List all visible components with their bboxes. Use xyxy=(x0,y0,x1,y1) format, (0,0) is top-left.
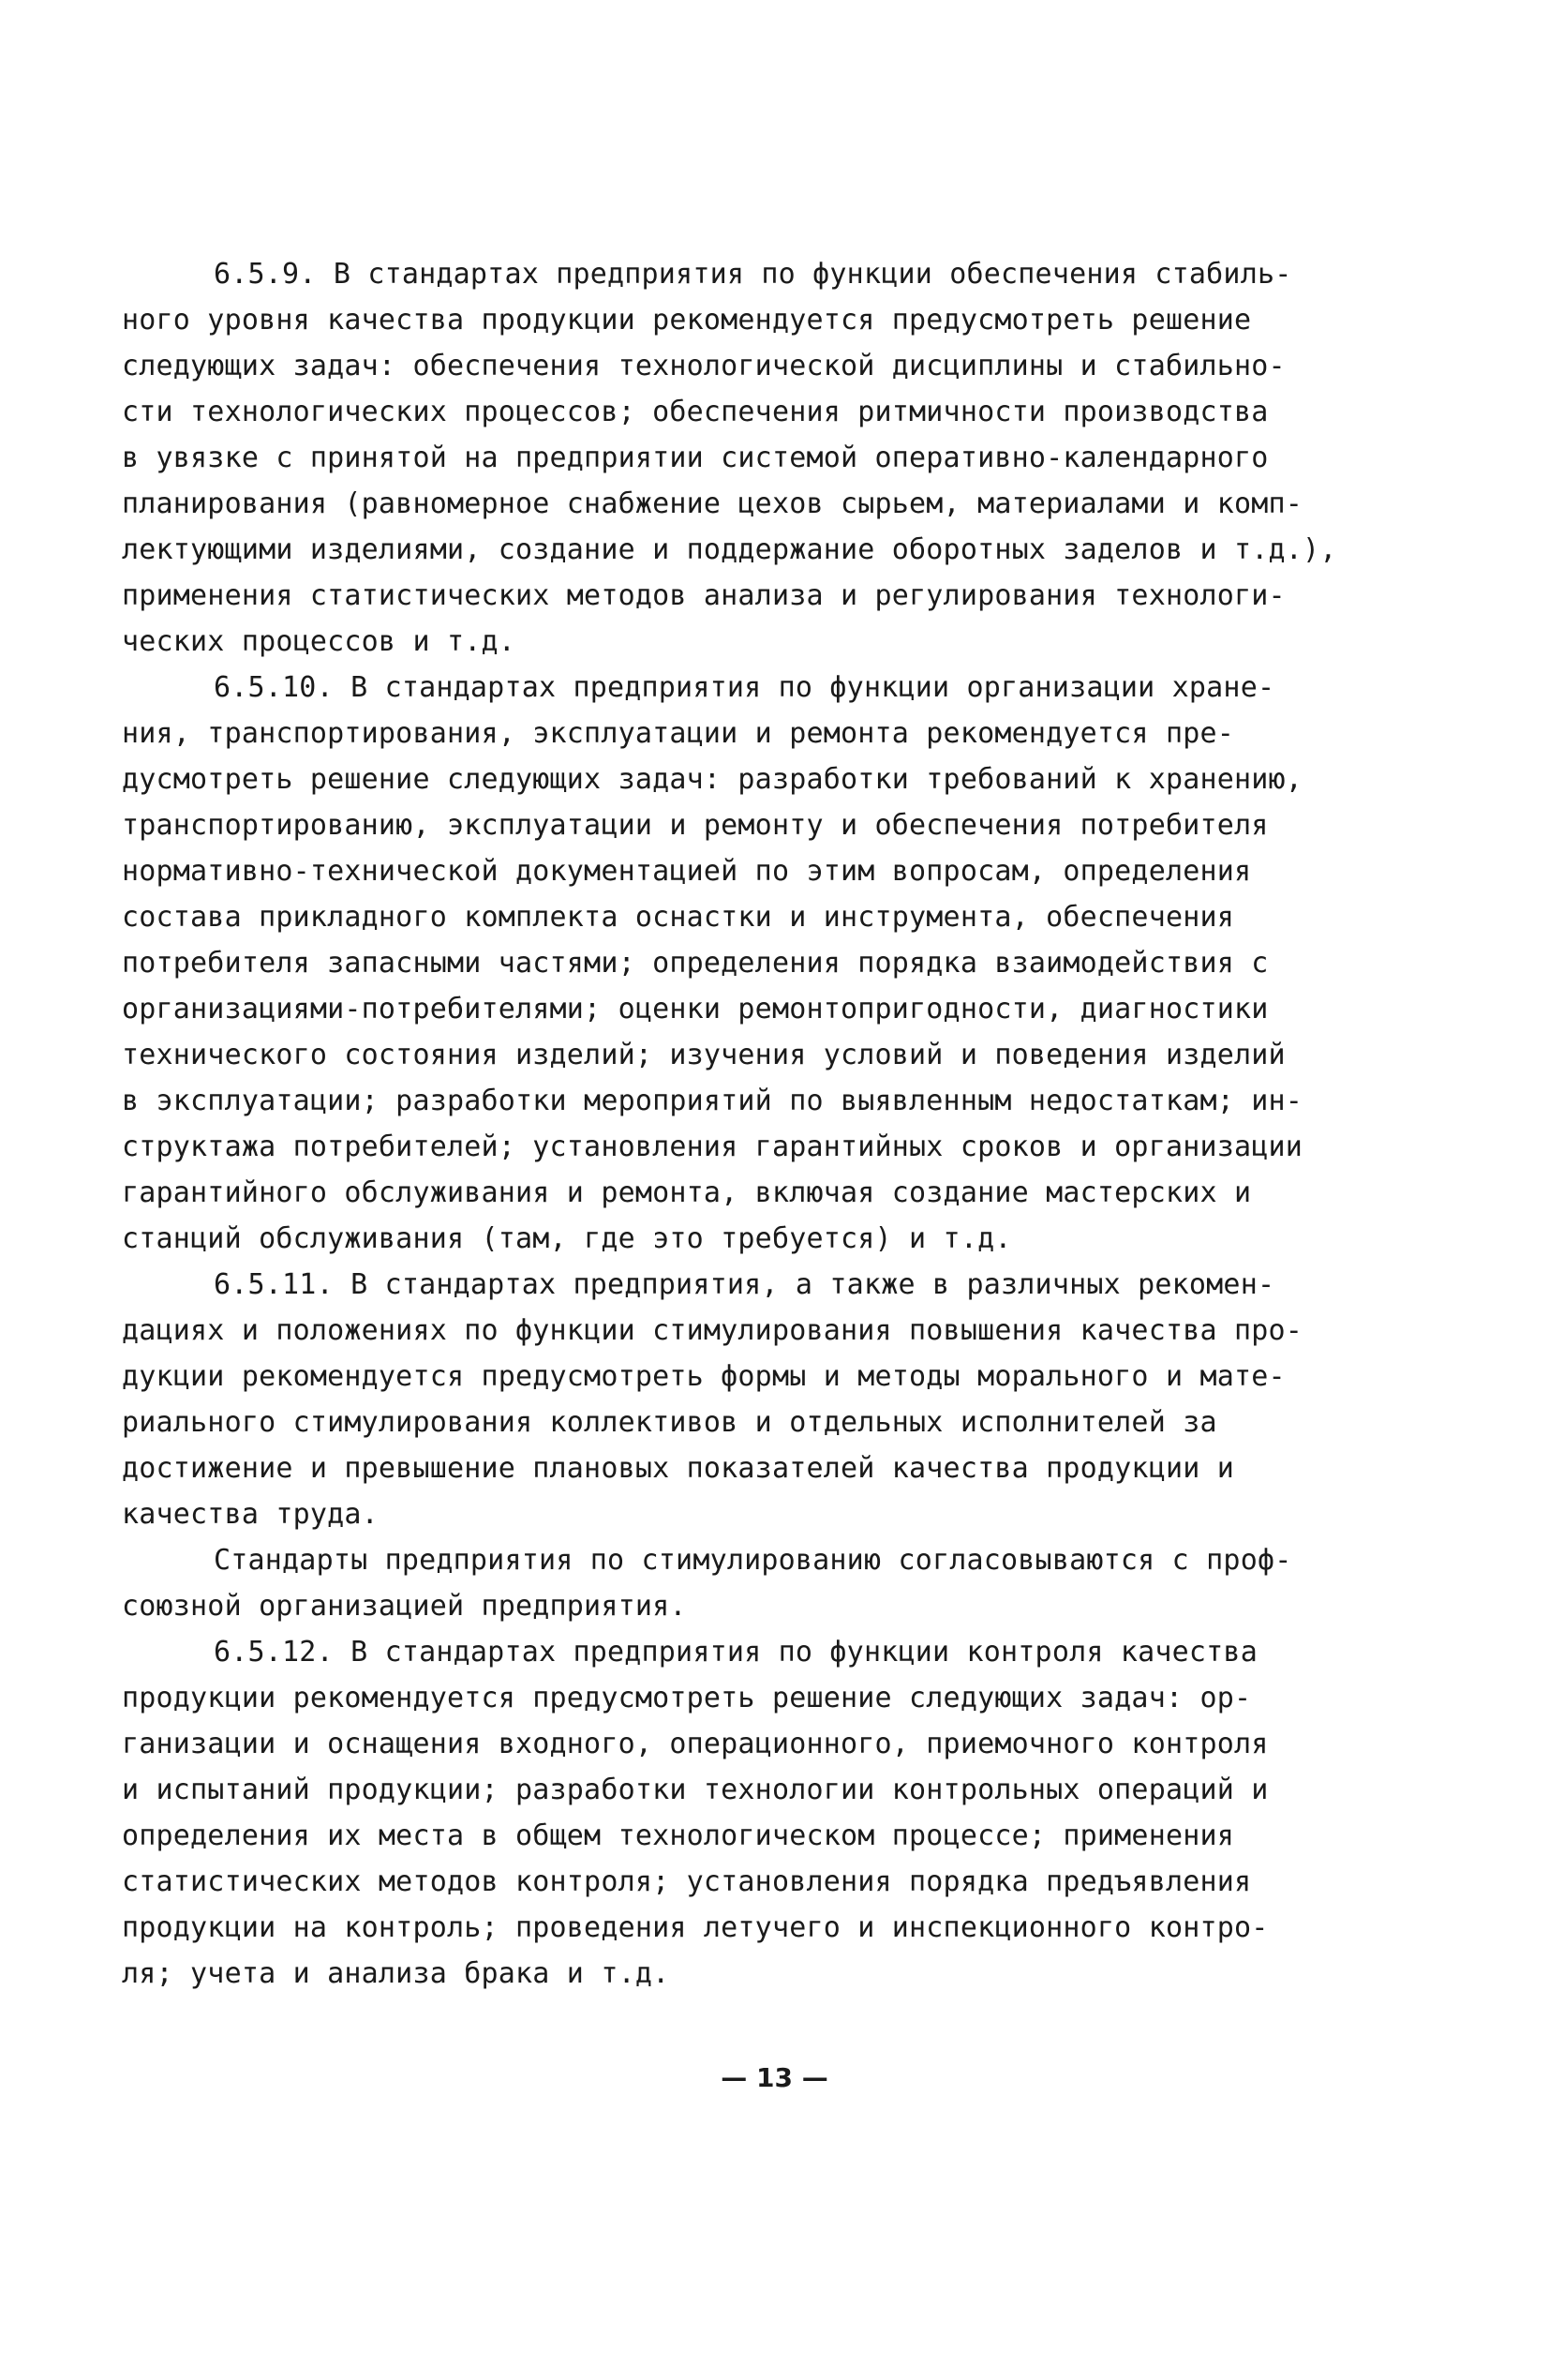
paragraph-6-5-12-line: продукции на контроль; проведения летучего и инспекционного контро- xyxy=(122,1911,1269,1944)
paragraph-6-5-11-line: дукции рекомендуется предусмотреть формы и методы морального и мате- xyxy=(122,1360,1286,1393)
paragraph-6-5-10-line: дусмотреть решение следующих задач: разработки требований к хранению, xyxy=(122,763,1303,796)
paragraph-6-5-12-line: продукции рекомендуется предусмотреть решение следующих задач: ор- xyxy=(122,1682,1252,1714)
paragraph-6-5-10-line: в эксплуатации; разработки мероприятий по выявленным недостаткам; ин- xyxy=(122,1085,1303,1117)
paragraph-6-5-12-line: определения их места в общем технологическом процессе; применения xyxy=(122,1819,1234,1852)
paragraph-6-5-10-line: структажа потребителей; установления гарантийных сроков и организации xyxy=(122,1130,1303,1163)
document-body xyxy=(122,251,1415,1997)
paragraph-6-5-11-line: качества труда. xyxy=(122,1498,379,1531)
paragraph-6-5-11-line: достижение и превышение плановых показателей качества продукции и xyxy=(122,1452,1234,1485)
paragraph-6-5-10-line: станций обслуживания (там, где это требуется) и т.д. xyxy=(122,1222,1012,1255)
paragraph-6-5-9-line: 6.5.9. В стандартах предприятия по функции обеспечения стабиль- xyxy=(214,258,1292,291)
paragraph-6-5-9-line: лектующими изделиями, создание и поддержание оборотных заделов и т.д.), xyxy=(122,533,1337,566)
paragraph-6-5-10-line: потребителя запасными частями; определения порядка взаимодействия с xyxy=(122,947,1269,980)
paragraph-6-5-9-line: ческих процессов и т.д. xyxy=(122,625,516,658)
paragraph-6-5-12-line: ганизации и оснащения входного, операционного, приемочного контроля xyxy=(122,1728,1269,1760)
paragraph-6-5-9-line: следующих задач: обеспечения технологической дисциплины и стабильно- xyxy=(122,350,1286,382)
page-number: — 13 — xyxy=(721,2062,828,2093)
paragraph-6-5-10-line: 6.5.10. В стандартах предприятия по функции организации хране- xyxy=(214,671,1275,704)
paragraph-6-5-10-line: транспортированию, эксплуатации и ремонту и обеспечения потребителя xyxy=(122,809,1269,842)
paragraph-6-5-10-line: ния, транспортирования, эксплуатации и ремонта рекомендуется пре- xyxy=(122,717,1234,750)
paragraph-6-5-12-line: статистических методов контроля; установления порядка предъявления xyxy=(122,1865,1252,1898)
paragraph-6-5-12-line: ля; учета и анализа брака и т.д. xyxy=(122,1957,670,1990)
paragraph-6-5-9-line: ного уровня качества продукции рекомендуется предусмотреть решение xyxy=(122,304,1252,337)
paragraph-6-5-11-line: риального стимулирования коллективов и отдельных исполнителей за xyxy=(122,1406,1217,1439)
paragraph-6-5-10-line: состава прикладного комплекта оснастки и инструмента, обеспечения xyxy=(122,901,1234,934)
paragraph-6-5-10-line: гарантийного обслуживания и ремонта, включая создание мастерских и xyxy=(122,1176,1252,1209)
paragraph-standards-agreement-line: союзной организацией предприятия. xyxy=(122,1590,687,1623)
paragraph-6-5-9-line: применения статистических методов анализа и регулирования технологи- xyxy=(122,579,1286,612)
paragraph-6-5-12-line: и испытаний продукции; разработки технологии контрольных операций и xyxy=(122,1774,1269,1806)
paragraph-6-5-12-line: 6.5.12. В стандартах предприятия по функции контроля качества xyxy=(214,1636,1258,1669)
paragraph-standards-agreement-line: Стандарты предприятия по стимулированию согласовываются с проф- xyxy=(214,1544,1292,1577)
paragraph-6-5-9-line: в увязке с принятой на предприятии системой оперативно-календарного xyxy=(122,442,1269,474)
paragraph-6-5-10-line: организациями-потребителями; оценки ремонтопригодности, диагностики xyxy=(122,993,1269,1025)
paragraph-6-5-10-line: нормативно-технической документацией по этим вопросам, определения xyxy=(122,855,1252,888)
paragraph-6-5-9-line: сти технологических процессов; обеспечения ритмичности производства xyxy=(122,396,1269,428)
paragraph-6-5-10-line: технического состояния изделий; изучения условий и поведения изделий xyxy=(122,1039,1286,1071)
paragraph-6-5-9-line: планирования (равномерное снабжение цехов сырьем, материалами и комп- xyxy=(122,487,1303,520)
paragraph-6-5-11-line: дациях и положениях по функции стимулирования повышения качества про- xyxy=(122,1314,1303,1347)
paragraph-6-5-11-line: 6.5.11. В стандартах предприятия, а также в различных рекомен- xyxy=(214,1268,1275,1301)
